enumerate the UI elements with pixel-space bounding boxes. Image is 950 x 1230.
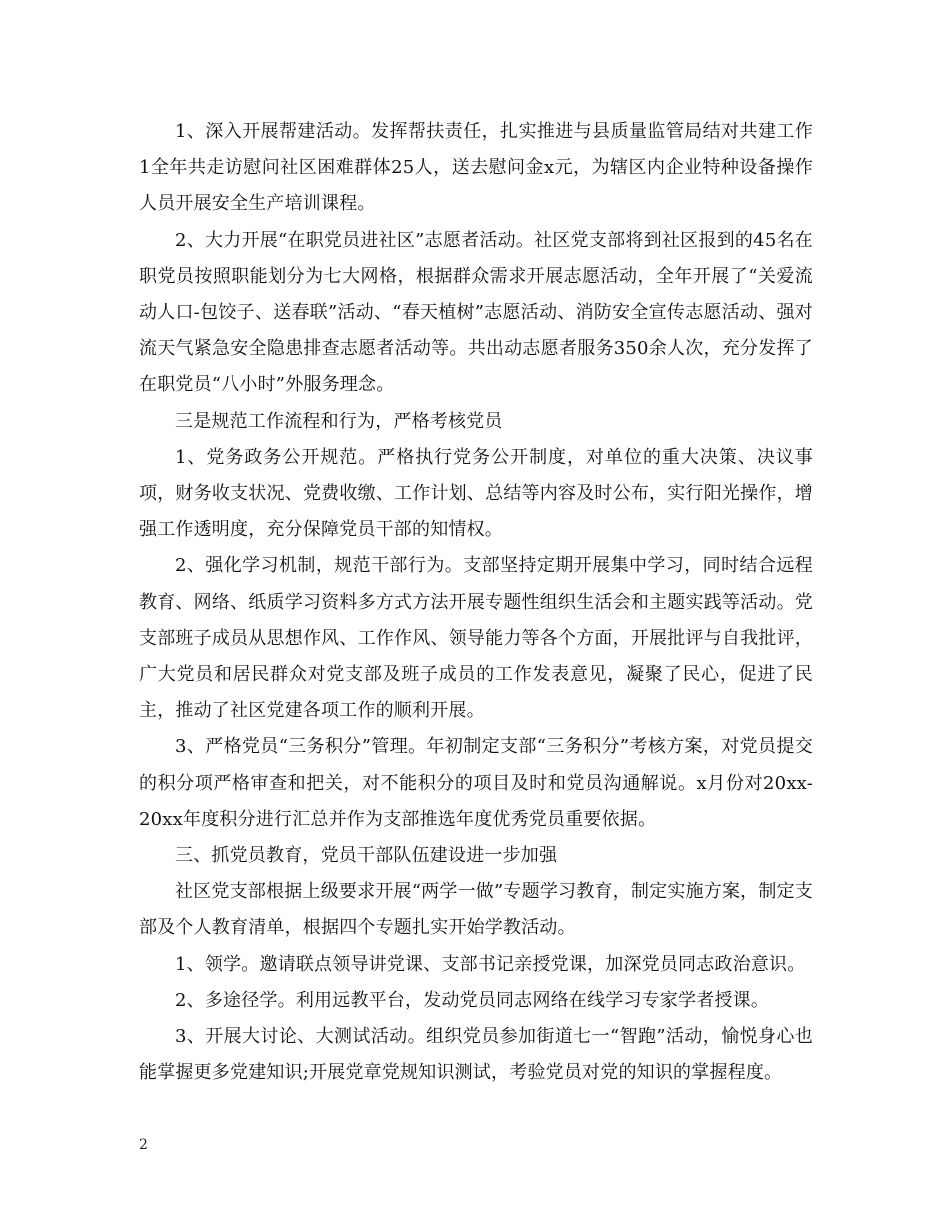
paragraph-multi-channel-learning: 2、多途径学。利用远教平台，发动党员同志网络在线学习专家学者授课。 [175,989,770,1011]
paragraph-volunteer-activities: 2、大力开展“在职党员进社区”志愿者活动。社区党支部将到社区报到的45名在职党员按照职能划分为七大网格，根据群众需求开展志愿活动，全年开展了“关爱流动人口-包饺子、送春联”活动、“春天植树”志愿活动、消防安全宣传志愿活动、强对流天气紧急安全隐患排查志愿者活动等。共出动志愿者服务350余人次，充分发挥了在职党员“八小时”外服务理念。 [139,229,813,396]
section-heading-standardize-work: 三是规范工作流程和行为，严格考核党员 [175,410,503,432]
paragraph-helping-activities: 1、深入开展帮建活动。发挥帮扶责任，扎实推进与县质量监管局结对共建工作1全年共走访慰问社区困难群体25人，送去慰问金x元，为辖区内企业特种设备操作人员开展安全生产培训课程。 [139,121,813,215]
paragraph-learning-mechanism: 2、强化学习机制，规范干部行为。支部坚持定期开展集中学习，同时结合远程教育、网络、纸质学习资料多方式方法开展专题性组织生活会和主题实践等活动。党支部班子成员从思想作风、工作作风、领导能力等各个方面，开展批评与自我批评，广大党员和居民群众对党支部及班子成员的工作发表意见，凝聚了民心，促进了民主，推动了社区党建各项工作的顺利开展。 [139,555,813,722]
paragraph-discussion-testing: 3、开展大讨论、大测试活动。组织党员参加街道七一“智跑”活动，愉悦身心也能掌握更多党建知识;开展党章党规知识测试，考验党员对党的知识的掌握程度。 [139,1026,813,1084]
paragraph-lead-learning: 1、领学。邀请联点领导讲党课、支部书记亲授党课，加深党员同志政治意识。 [175,953,806,975]
paragraph-party-affairs-disclosure: 1、党务政务公开规范。严格执行党务公开制度，对单位的重大决策、决议事项，财务收支状况、党费收缴、工作计划、总结等内容及时公布，实行阳光操作，增强工作透明度，充分保障党员干部的知情权。 [139,446,813,541]
page-number: 2 [139,1137,148,1153]
paragraph-points-management: 3、严格党员“三务积分”管理。年初制定支部“三务积分”考核方案，对党员提交的积分项严格审查和把关，对不能积分的项目及时和党员沟通解说。x月份对20xx-20xx年度积分进行汇总并作为支部推选年度优秀党员重要依据。 [139,736,813,830]
section-heading-party-education: 三、抓党员教育，党员干部队伍建设进一步加强 [175,845,558,867]
document-body [139,114,813,1091]
paragraph-education-plan: 社区党支部根据上级要求开展“两学一做”专题学习教育，制定实施方案，制定支部及个人教育清单，根据四个专题扎实开始学教活动。 [139,881,813,939]
